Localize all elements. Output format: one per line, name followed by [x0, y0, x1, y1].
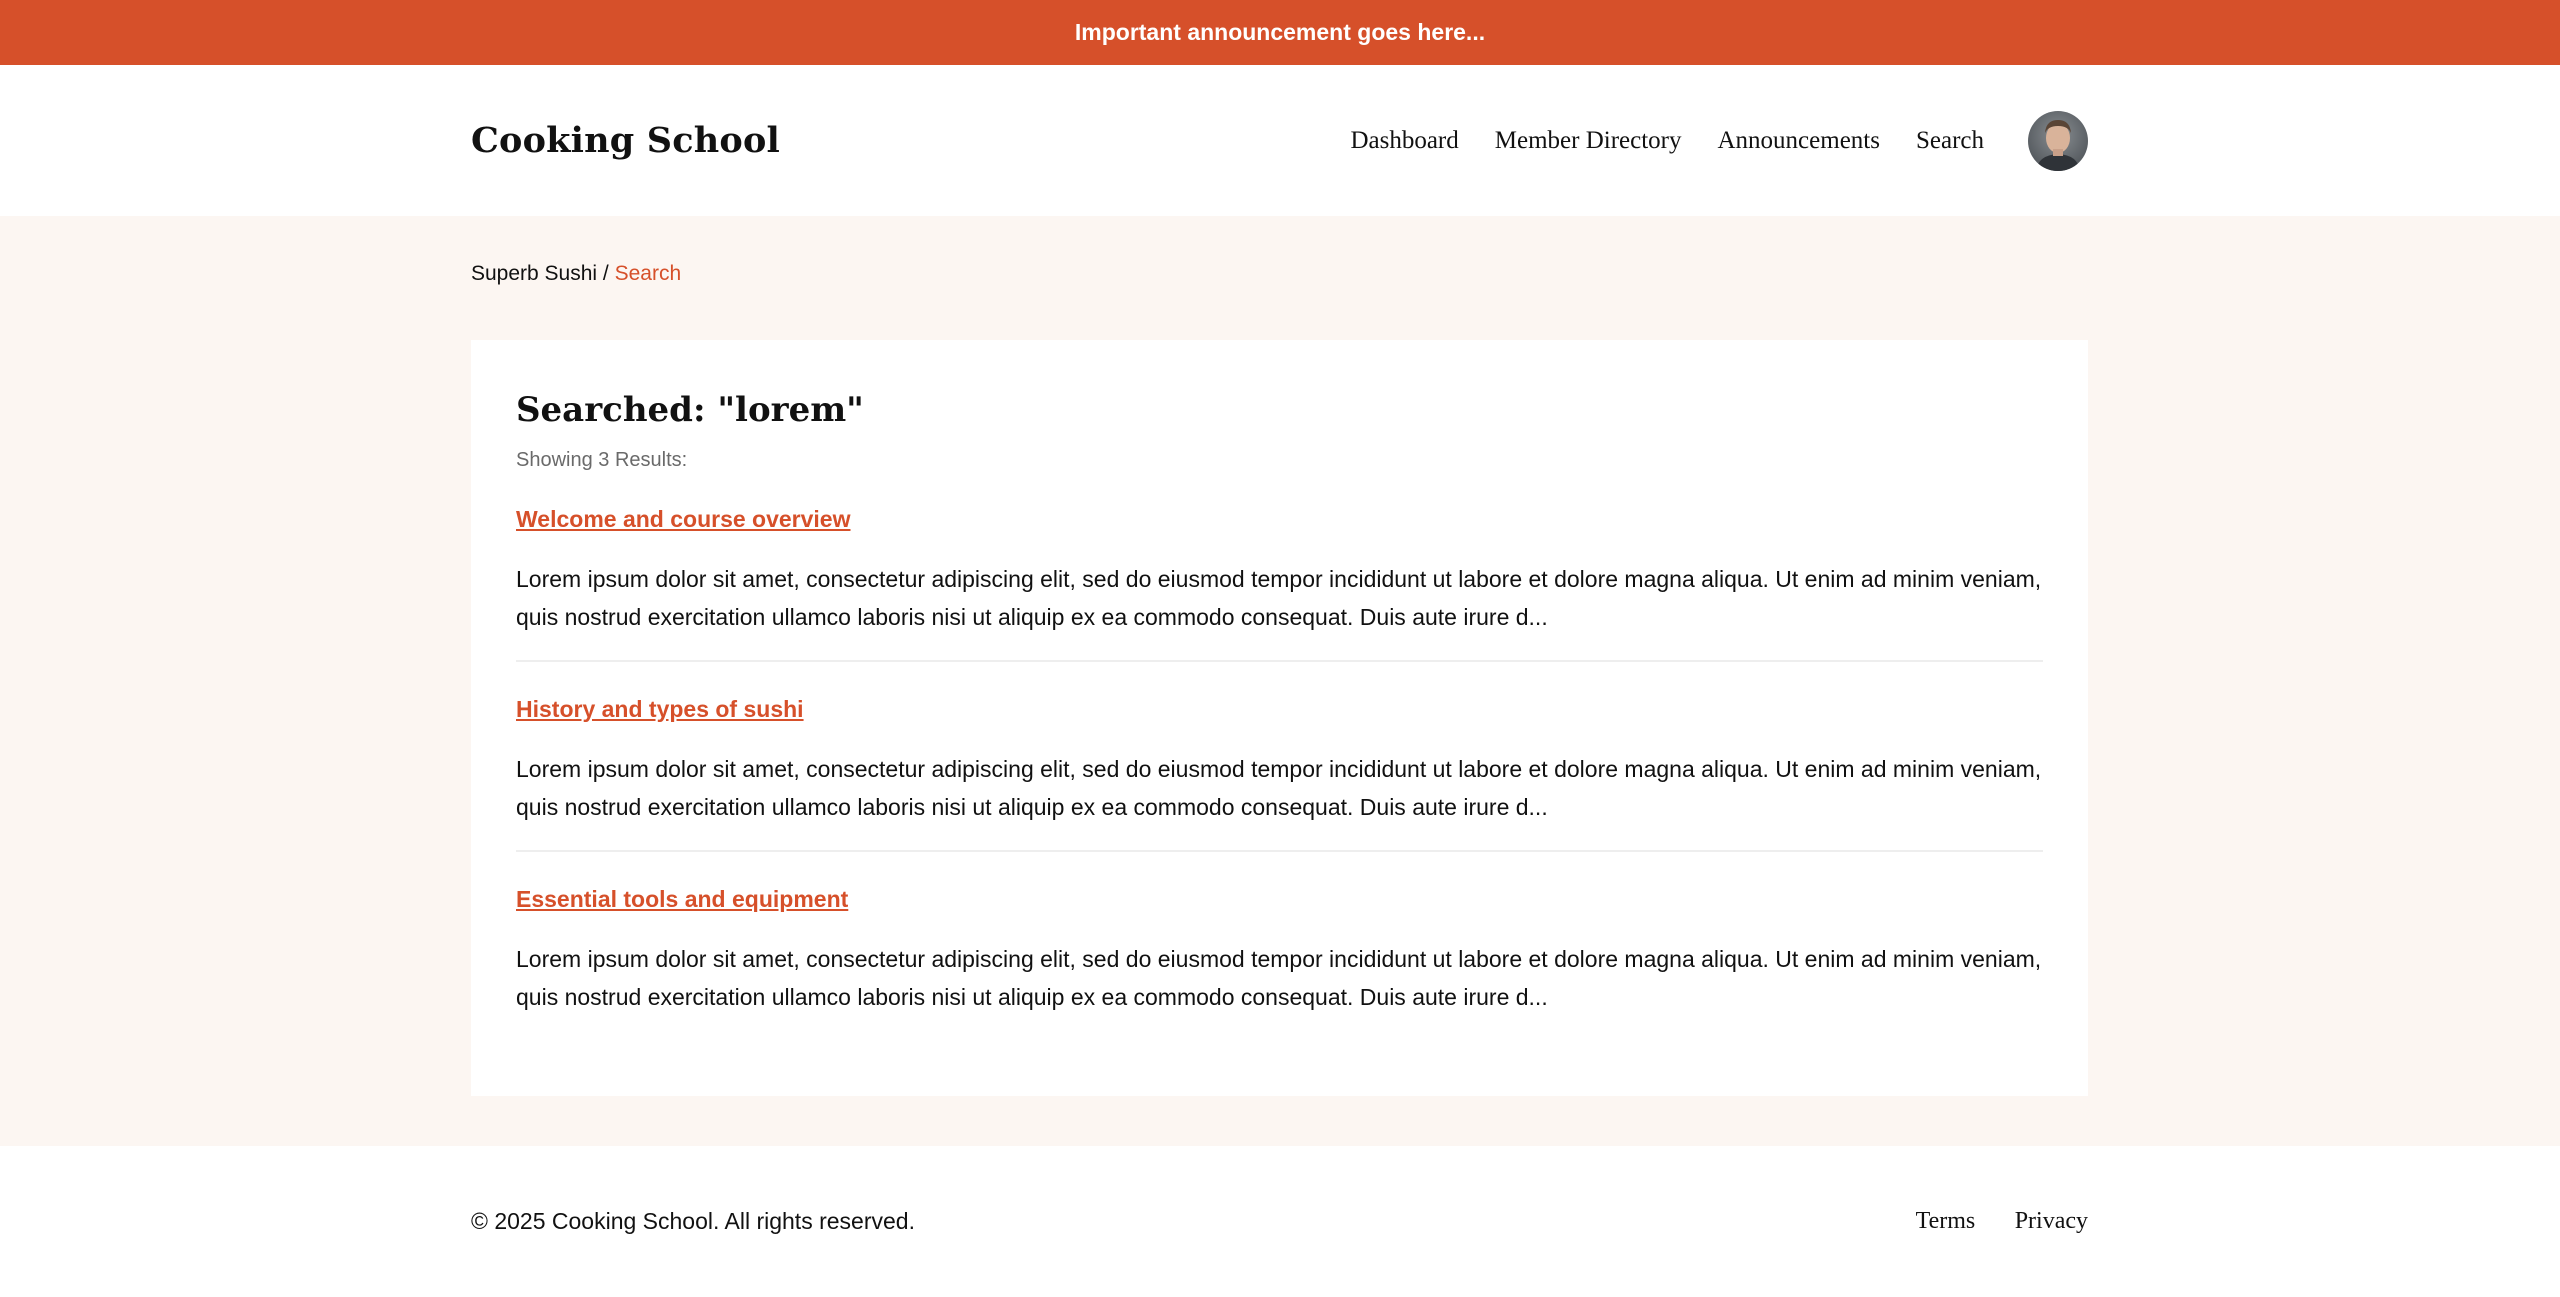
- site-logo[interactable]: Cooking School: [471, 120, 781, 161]
- main-content: [0, 216, 2560, 1146]
- nav-member-directory[interactable]: Member Directory: [1494, 126, 1682, 154]
- footer-links: [1881, 1208, 2088, 1235]
- search-result-excerpt: Lorem ipsum dolor sit amet, consectetur adipiscing elit, sed do eiusmod tempor incididunt ut labore et dolore magna aliqua. Ut enim ad minim veniam, quis nostrud exercitation ullamco laboris nisi ut aliquip ex ea commodo consequat. Duis aute irure d...: [516, 945, 2042, 1010]
- search-result-link[interactable]: History and types of sushi: [516, 695, 804, 722]
- user-avatar[interactable]: [2028, 111, 2088, 171]
- search-results-card: [471, 340, 2088, 1096]
- search-result-item: [516, 662, 2043, 852]
- breadcrumb-parent[interactable]: Superb Sushi: [471, 262, 598, 285]
- announcement-bar: [0, 0, 2560, 65]
- search-results-count: Showing 3 Results:: [516, 448, 688, 471]
- nav-search[interactable]: Search: [1915, 126, 1984, 154]
- nav-dashboard[interactable]: Dashboard: [1350, 126, 1459, 154]
- site-footer: [0, 1146, 2560, 1297]
- search-results-title: Searched: "lorem": [516, 390, 864, 430]
- nav-announcements[interactable]: Announcements: [1717, 126, 1880, 154]
- search-result-excerpt: Lorem ipsum dolor sit amet, consectetur adipiscing elit, sed do eiusmod tempor incididunt ut labore et dolore magna aliqua. Ut enim ad minim veniam, quis nostrud exercitation ullamco laboris nisi ut aliquip ex ea commodo consequat. Duis aute irure d...: [516, 565, 2042, 630]
- breadcrumb-separator: /: [597, 262, 615, 285]
- breadcrumb-current[interactable]: Search: [614, 262, 682, 285]
- footer-link-terms[interactable]: Terms: [1915, 1208, 1976, 1234]
- search-result-link[interactable]: Welcome and course overview: [516, 505, 851, 532]
- breadcrumb: [471, 262, 681, 286]
- search-result-excerpt: Lorem ipsum dolor sit amet, consectetur adipiscing elit, sed do eiusmod tempor incididunt ut labore et dolore magna aliqua. Ut enim ad minim veniam, quis nostrud exercitation ullamco laboris nisi ut aliquip ex ea commodo consequat. Duis aute irure d...: [516, 755, 2042, 820]
- site-header: [0, 65, 2560, 216]
- search-result-link[interactable]: Essential tools and equipment: [516, 885, 849, 912]
- footer-link-privacy[interactable]: Privacy: [2014, 1208, 2088, 1234]
- search-result-item: [516, 472, 2043, 662]
- main-nav: [1314, 111, 2088, 171]
- search-result-item: [516, 852, 2043, 1040]
- announcement-text: Important announcement goes here...: [1074, 19, 1486, 45]
- avatar-photo-icon: [2028, 111, 2088, 171]
- footer-copyright: © 2025 Cooking School. All rights reserved.: [471, 1208, 915, 1234]
